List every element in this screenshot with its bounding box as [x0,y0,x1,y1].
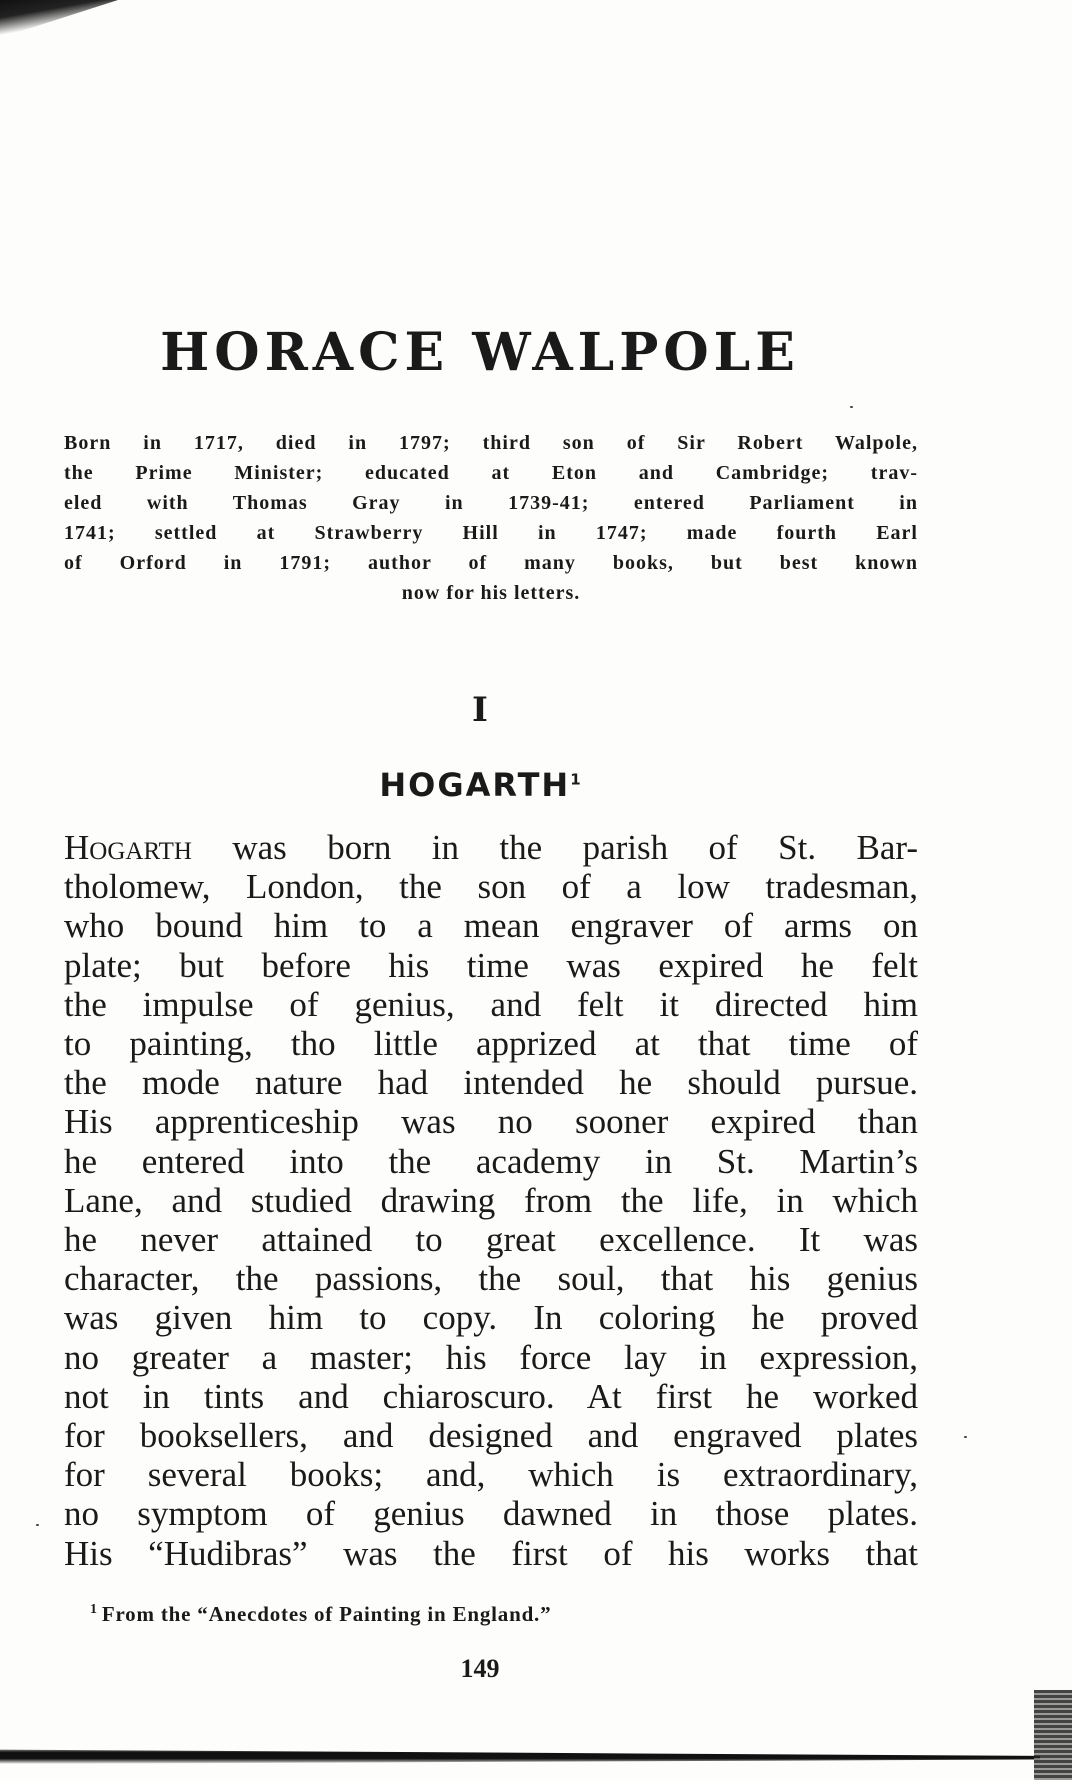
body-line: tholomew, London, the son of a low tradesman, [64,867,918,907]
author-bio [64,428,918,608]
body-line: was given him to copy. In coloring he proved [64,1298,918,1338]
body-line: character, the passions, the soul, that his genius [64,1259,918,1299]
body-line: to painting, tho little apprized at that time of [64,1024,918,1064]
scan-artifact-corner-bottom [1034,1690,1072,1780]
bio-line: of Orford in 1791; author of many books, but best known [64,552,918,574]
page-number: 149 [460,1654,500,1683]
scan-speck [850,406,853,408]
bio-line: the Prime Minister; educated at Eton and Cambridge; trav- [64,462,918,484]
body-line: he entered into the academy in St. Martin’s [64,1141,918,1181]
body-line: His “Hudibras” was the first of his works that [64,1533,918,1573]
bio-line: now for his letters. [401,582,581,604]
bio-line: Born in 1717, died in 1797; third son of Sir Robert Walpole, [64,432,918,454]
footnote-marker: 1 [570,770,581,789]
scan-speck [36,1524,39,1526]
body-line: for booksellers, and designed and engraved plates [64,1416,918,1456]
body-line: the impulse of genius, and felt it directed him [64,984,918,1024]
body-line: he never attained to great excellence. It was [64,1220,918,1260]
section-title-text: HOGARTH [379,766,571,804]
bio-line: eled with Thomas Gray in 1739-41; entered Parliament in [64,492,918,514]
first-word: Hogarth [64,828,192,867]
body-line: plate; but before his time was expired he felt [64,945,918,985]
footnote-number: 1 [90,1602,98,1617]
body-paragraph [64,828,918,1573]
body-line [64,828,918,867]
body-line: not in tints and chiaroscuro. At first he worked [64,1376,918,1416]
scan-speck [964,1436,967,1438]
section-number: I [472,690,488,730]
scan-artifact-bottom-edge [0,1746,1040,1764]
body-line: who bound him to a mean engraver of arms on [64,906,918,946]
body-line: His apprenticeship was no sooner expired than [64,1102,918,1142]
body-line: no greater a master; his force lay in expression, [64,1337,918,1377]
section-title [0,766,960,804]
author-title: HORACE WALPOLE [160,322,800,383]
scan-artifact-corner [0,0,118,38]
first-line-rest: was born in the parish of St. Bar- [191,828,918,867]
body-line: for several books; and, which is extraordinary, [64,1455,918,1495]
footnote-text: From the “Anecdotes of Painting in England.” [101,1602,552,1626]
bio-line: 1741; settled at Strawberry Hill in 1747; made fourth Earl [64,522,918,544]
body-line: no symptom of genius dawned in those plates. [64,1494,918,1534]
body-line: Lane, and studied drawing from the life, in which [64,1180,918,1220]
footnote [90,1602,920,1627]
body-line: the mode nature had intended he should pursue. [64,1063,918,1103]
